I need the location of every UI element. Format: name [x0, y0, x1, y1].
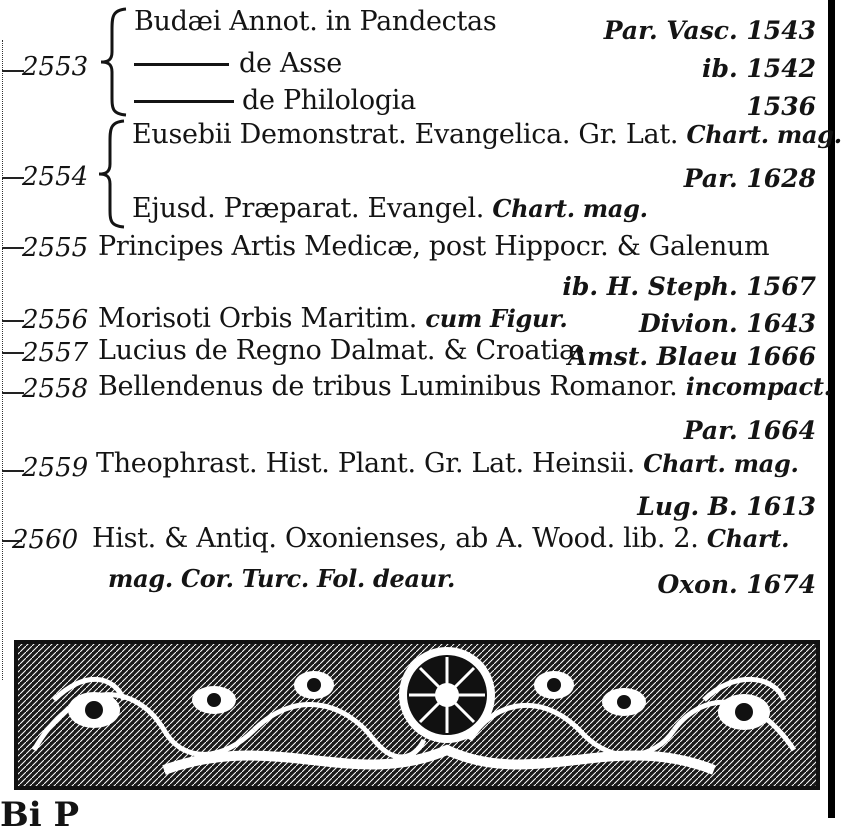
entry-title: Budæi Annot. in Pandectas: [134, 6, 497, 37]
entry-number: 2558: [22, 374, 89, 404]
margin-tick: [2, 247, 24, 249]
entry-note: cum Figur.: [425, 304, 568, 333]
entry-title-line: [92, 522, 789, 556]
entry-title-line: [98, 370, 832, 404]
entry-note: incompact.: [685, 372, 832, 401]
ditto-dash: [134, 100, 234, 103]
floral-headpiece-ornament-icon: [14, 640, 820, 790]
entry-title-line: [132, 118, 842, 152]
entry-note: Chart. mag.: [686, 120, 842, 149]
entry-number: 2556: [22, 305, 89, 335]
entry-title: Bellendenus de tribus Luminibus Romanor.: [98, 371, 678, 402]
entry-title: Principes Artis Medicæ, post Hippocr. & Galenum: [98, 231, 770, 262]
entry-title: Ejusd. Præparat. Evangel.: [132, 193, 485, 224]
entry-title: Hist. & Antiq. Oxonienses, ab A. Wood. lib. 2.: [92, 523, 699, 554]
entry-imprint: Par. 1664: [683, 416, 816, 445]
entry-imprint: Amst. Blaeu 1666: [567, 342, 816, 371]
margin-tick: [2, 70, 24, 72]
left-brace-icon: [98, 6, 132, 118]
margin-tick: [2, 470, 24, 472]
entry-title: Lucius de Regno Dalmat. & Croatiæ: [98, 335, 585, 366]
entry-title: Theophrast. Hist. Plant. Gr. Lat. Heinsii.: [96, 448, 635, 479]
entry-number: 2559: [22, 453, 89, 483]
entry-note: Chart. mag.: [643, 449, 799, 478]
entry-imprint: Par. Vasc. 1543: [603, 16, 816, 45]
entry-subtitle-line: [134, 84, 416, 118]
entry-imprint: Par. 1628: [683, 164, 816, 193]
entry-number: 2560: [12, 525, 79, 555]
entry-imprint: ib. H. Steph. 1567: [562, 272, 816, 301]
entry-title: Morisoti Orbis Maritim.: [98, 303, 418, 334]
entry-title: Eusebii Demonstrat. Evangelica. Gr. Lat.: [132, 119, 679, 150]
entry-note: mag. Cor. Turc. Fol. deaur.: [108, 564, 456, 593]
entry-imprint: Lug. B. 1613: [637, 492, 816, 521]
ditto-dash: [134, 63, 229, 66]
entry-number: 2553: [22, 52, 89, 82]
entry-title-line: [98, 302, 567, 336]
entry-imprint: Divion. 1643: [638, 309, 816, 338]
margin-tick: [2, 392, 24, 394]
entry-note: Chart. mag.: [492, 194, 648, 223]
entry-number: 2555: [22, 233, 89, 263]
entry-note: Chart.: [706, 524, 790, 553]
entry-subtitle: de Philologia: [242, 85, 416, 116]
margin-tick: [2, 177, 24, 179]
entry-number: 2557: [22, 338, 89, 368]
margin-tick: [2, 320, 24, 322]
left-brace-icon: [96, 118, 130, 230]
entry-subtitle-line: [134, 47, 342, 81]
margin-tick: [2, 352, 24, 354]
entry-imprint: ib. 1542: [702, 54, 816, 83]
entry-number: 2554: [22, 162, 89, 192]
margin-dotted-rule: [2, 40, 3, 680]
entry-imprint: 1536: [746, 92, 816, 121]
entry-imprint: Oxon. 1674: [657, 570, 816, 599]
entry-title-line: [96, 447, 799, 481]
entry-title-line: [132, 192, 648, 226]
entry-subtitle: de Asse: [239, 48, 342, 79]
partial-next-line: Bi P: [0, 795, 80, 835]
